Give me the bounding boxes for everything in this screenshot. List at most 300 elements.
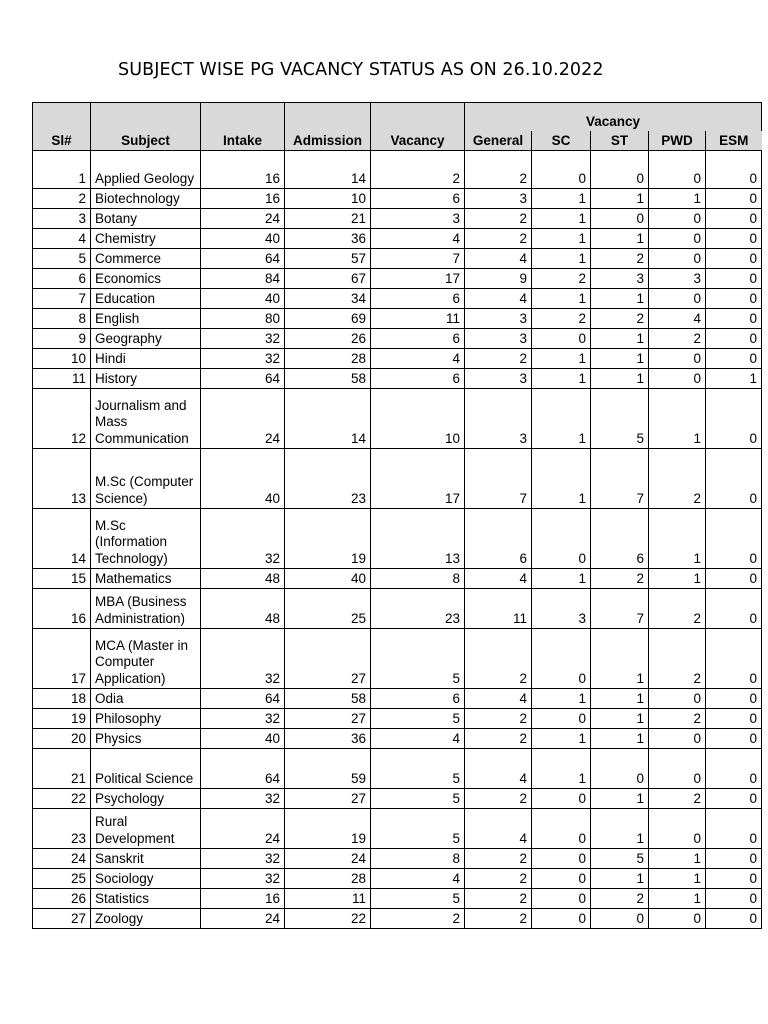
cell-esm: 0 — [706, 709, 762, 729]
cell-pwd: 0 — [649, 349, 706, 369]
cell-general: 2 — [465, 729, 532, 749]
cell-esm: 0 — [706, 889, 762, 909]
cell-pwd: 1 — [649, 389, 706, 449]
cell-esm: 0 — [706, 909, 762, 929]
cell-st: 0 — [591, 909, 649, 929]
cell-subject: Commerce — [91, 249, 201, 269]
cell-vacancy: 5 — [371, 809, 465, 849]
cell-st: 2 — [591, 889, 649, 909]
cell-esm: 0 — [706, 589, 762, 629]
cell-intake: 40 — [201, 229, 285, 249]
cell-sl: 25 — [33, 869, 91, 889]
cell-vacancy: 5 — [371, 709, 465, 729]
cell-subject: English — [91, 309, 201, 329]
cell-admission: 40 — [285, 569, 371, 589]
cell-vacancy: 4 — [371, 229, 465, 249]
table-row — [33, 249, 762, 269]
cell-st: 1 — [591, 869, 649, 889]
header-vacancy-group: Vacancy — [465, 103, 762, 132]
cell-vacancy: 13 — [371, 509, 465, 569]
cell-intake: 40 — [201, 729, 285, 749]
cell-st: 0 — [591, 749, 649, 789]
cell-intake: 32 — [201, 849, 285, 869]
cell-general: 4 — [465, 569, 532, 589]
table-row — [33, 309, 762, 329]
cell-esm: 0 — [706, 269, 762, 289]
table-row — [33, 349, 762, 369]
table-row — [33, 809, 762, 849]
cell-vacancy: 6 — [371, 189, 465, 209]
cell-pwd: 1 — [649, 509, 706, 569]
cell-sl: 26 — [33, 889, 91, 909]
cell-sl: 20 — [33, 729, 91, 749]
cell-esm: 0 — [706, 329, 762, 349]
table-row — [33, 449, 762, 509]
cell-intake: 64 — [201, 249, 285, 269]
cell-subject: Physics — [91, 729, 201, 749]
cell-st: 2 — [591, 249, 649, 269]
cell-admission: 21 — [285, 209, 371, 229]
cell-pwd: 0 — [649, 749, 706, 789]
table-row — [33, 389, 762, 449]
cell-sl: 4 — [33, 229, 91, 249]
cell-pwd: 0 — [649, 369, 706, 389]
header-intake: Intake — [201, 103, 285, 151]
cell-pwd: 0 — [649, 809, 706, 849]
cell-sc: 1 — [532, 449, 591, 509]
cell-st: 6 — [591, 509, 649, 569]
cell-st: 1 — [591, 629, 649, 689]
cell-intake: 64 — [201, 749, 285, 789]
cell-subject: MBA (Business Administration) — [91, 589, 201, 629]
cell-subject: Botany — [91, 209, 201, 229]
cell-subject: Sociology — [91, 869, 201, 889]
cell-vacancy: 6 — [371, 329, 465, 349]
cell-general: 2 — [465, 709, 532, 729]
cell-sc: 0 — [532, 509, 591, 569]
cell-general: 2 — [465, 789, 532, 809]
cell-general: 11 — [465, 589, 532, 629]
cell-admission: 19 — [285, 809, 371, 849]
cell-esm: 0 — [706, 729, 762, 749]
cell-general: 2 — [465, 909, 532, 929]
cell-esm: 0 — [706, 349, 762, 369]
cell-admission: 14 — [285, 151, 371, 189]
cell-subject: History — [91, 369, 201, 389]
cell-sc: 1 — [532, 249, 591, 269]
cell-esm: 0 — [706, 569, 762, 589]
page-title: SUBJECT WISE PG VACANCY STATUS AS ON 26.10.2022 — [118, 60, 604, 80]
cell-pwd: 2 — [649, 449, 706, 509]
cell-st: 1 — [591, 229, 649, 249]
cell-sl: 22 — [33, 789, 91, 809]
cell-admission: 27 — [285, 709, 371, 729]
cell-admission: 24 — [285, 849, 371, 869]
table-row — [33, 629, 762, 689]
cell-sc: 0 — [532, 789, 591, 809]
cell-admission: 59 — [285, 749, 371, 789]
cell-vacancy: 7 — [371, 249, 465, 269]
cell-vacancy: 5 — [371, 789, 465, 809]
cell-subject: M.Sc (Information Technology) — [91, 509, 201, 569]
cell-subject: Applied Geology — [91, 151, 201, 189]
cell-general: 3 — [465, 389, 532, 449]
cell-st: 2 — [591, 309, 649, 329]
cell-general: 2 — [465, 349, 532, 369]
cell-vacancy: 3 — [371, 209, 465, 229]
cell-esm: 0 — [706, 309, 762, 329]
table-row — [33, 909, 762, 929]
cell-sc: 0 — [532, 889, 591, 909]
cell-vacancy: 4 — [371, 869, 465, 889]
cell-subject: Psychology — [91, 789, 201, 809]
cell-admission: 14 — [285, 389, 371, 449]
cell-intake: 84 — [201, 269, 285, 289]
cell-vacancy: 5 — [371, 749, 465, 789]
cell-st: 3 — [591, 269, 649, 289]
cell-general: 2 — [465, 849, 532, 869]
header-esm: ESM — [706, 131, 762, 151]
cell-sc: 0 — [532, 869, 591, 889]
cell-intake: 32 — [201, 789, 285, 809]
cell-intake: 32 — [201, 869, 285, 889]
cell-subject: Education — [91, 289, 201, 309]
cell-st: 1 — [591, 809, 649, 849]
cell-sc: 1 — [532, 369, 591, 389]
cell-intake: 32 — [201, 349, 285, 369]
cell-sc: 1 — [532, 289, 591, 309]
cell-intake: 24 — [201, 909, 285, 929]
cell-sl: 2 — [33, 189, 91, 209]
table-row — [33, 689, 762, 709]
cell-pwd: 0 — [649, 151, 706, 189]
cell-general: 3 — [465, 329, 532, 349]
cell-st: 1 — [591, 689, 649, 709]
cell-esm: 0 — [706, 869, 762, 889]
cell-esm: 0 — [706, 629, 762, 689]
cell-sl: 17 — [33, 629, 91, 689]
cell-pwd: 0 — [649, 689, 706, 709]
cell-sl: 27 — [33, 909, 91, 929]
cell-esm: 0 — [706, 749, 762, 789]
cell-general: 4 — [465, 749, 532, 789]
cell-sc: 1 — [532, 349, 591, 369]
cell-pwd: 4 — [649, 309, 706, 329]
cell-admission: 57 — [285, 249, 371, 269]
cell-sc: 0 — [532, 809, 591, 849]
cell-general: 4 — [465, 689, 532, 709]
cell-intake: 40 — [201, 289, 285, 309]
cell-pwd: 2 — [649, 329, 706, 349]
cell-st: 0 — [591, 209, 649, 229]
cell-sl: 5 — [33, 249, 91, 269]
table-row — [33, 569, 762, 589]
cell-pwd: 1 — [649, 569, 706, 589]
cell-intake: 32 — [201, 629, 285, 689]
cell-sl: 15 — [33, 569, 91, 589]
cell-admission: 58 — [285, 689, 371, 709]
cell-vacancy: 6 — [371, 289, 465, 309]
cell-sl: 16 — [33, 589, 91, 629]
cell-general: 2 — [465, 869, 532, 889]
header-general: General — [465, 131, 532, 151]
cell-intake: 40 — [201, 449, 285, 509]
cell-st: 1 — [591, 709, 649, 729]
table-row — [33, 749, 762, 789]
table-row — [33, 229, 762, 249]
cell-esm: 0 — [706, 151, 762, 189]
cell-pwd: 0 — [649, 729, 706, 749]
table-row — [33, 289, 762, 309]
cell-admission: 25 — [285, 589, 371, 629]
cell-admission: 34 — [285, 289, 371, 309]
cell-sl: 7 — [33, 289, 91, 309]
cell-subject: Odia — [91, 689, 201, 709]
cell-vacancy: 5 — [371, 629, 465, 689]
cell-vacancy: 17 — [371, 269, 465, 289]
cell-subject: Zoology — [91, 909, 201, 929]
cell-admission: 10 — [285, 189, 371, 209]
cell-subject: MCA (Master in Computer Application) — [91, 629, 201, 689]
cell-admission: 19 — [285, 509, 371, 569]
cell-sc: 2 — [532, 309, 591, 329]
cell-intake: 24 — [201, 389, 285, 449]
table-row — [33, 589, 762, 629]
cell-esm: 0 — [706, 189, 762, 209]
cell-sc: 1 — [532, 689, 591, 709]
cell-pwd: 1 — [649, 189, 706, 209]
header-sl: Sl# — [33, 103, 91, 151]
table-row — [33, 729, 762, 749]
cell-admission: 58 — [285, 369, 371, 389]
cell-intake: 48 — [201, 569, 285, 589]
cell-subject: Political Science — [91, 749, 201, 789]
cell-sc: 1 — [532, 749, 591, 789]
cell-general: 7 — [465, 449, 532, 509]
cell-st: 1 — [591, 289, 649, 309]
cell-st: 1 — [591, 369, 649, 389]
cell-pwd: 0 — [649, 249, 706, 269]
cell-subject: Economics — [91, 269, 201, 289]
cell-sl: 13 — [33, 449, 91, 509]
cell-subject: Rural Development — [91, 809, 201, 849]
table-row — [33, 329, 762, 349]
cell-sl: 8 — [33, 309, 91, 329]
cell-st: 1 — [591, 189, 649, 209]
cell-intake: 24 — [201, 809, 285, 849]
cell-subject: Geography — [91, 329, 201, 349]
cell-pwd: 3 — [649, 269, 706, 289]
cell-vacancy: 5 — [371, 889, 465, 909]
cell-subject: Biotechnology — [91, 189, 201, 209]
cell-admission: 22 — [285, 909, 371, 929]
cell-sc: 0 — [532, 629, 591, 689]
cell-sc: 1 — [532, 569, 591, 589]
cell-st: 2 — [591, 569, 649, 589]
cell-vacancy: 6 — [371, 369, 465, 389]
cell-sc: 1 — [532, 189, 591, 209]
header-st: ST — [591, 131, 649, 151]
cell-sc: 0 — [532, 709, 591, 729]
cell-subject: Sanskrit — [91, 849, 201, 869]
cell-admission: 36 — [285, 229, 371, 249]
table-row — [33, 151, 762, 189]
table-row — [33, 369, 762, 389]
cell-admission: 69 — [285, 309, 371, 329]
cell-intake: 16 — [201, 189, 285, 209]
table-row — [33, 209, 762, 229]
cell-st: 7 — [591, 449, 649, 509]
cell-sl: 6 — [33, 269, 91, 289]
table-body — [33, 151, 762, 929]
cell-sl: 21 — [33, 749, 91, 789]
vacancy-table — [32, 102, 762, 929]
cell-vacancy: 8 — [371, 849, 465, 869]
cell-admission: 26 — [285, 329, 371, 349]
cell-general: 4 — [465, 809, 532, 849]
header-pwd: PWD — [649, 131, 706, 151]
cell-vacancy: 11 — [371, 309, 465, 329]
cell-intake: 32 — [201, 329, 285, 349]
cell-esm: 0 — [706, 249, 762, 269]
cell-vacancy: 2 — [371, 909, 465, 929]
cell-intake: 32 — [201, 509, 285, 569]
cell-admission: 67 — [285, 269, 371, 289]
cell-sc: 2 — [532, 269, 591, 289]
cell-pwd: 2 — [649, 709, 706, 729]
cell-admission: 28 — [285, 869, 371, 889]
cell-sl: 19 — [33, 709, 91, 729]
cell-esm: 0 — [706, 509, 762, 569]
cell-pwd: 1 — [649, 849, 706, 869]
cell-pwd: 1 — [649, 889, 706, 909]
cell-general: 2 — [465, 209, 532, 229]
cell-esm: 0 — [706, 289, 762, 309]
cell-sl: 10 — [33, 349, 91, 369]
cell-subject: Philosophy — [91, 709, 201, 729]
cell-esm: 0 — [706, 209, 762, 229]
cell-admission: 28 — [285, 349, 371, 369]
cell-general: 4 — [465, 249, 532, 269]
cell-sl: 14 — [33, 509, 91, 569]
cell-subject: Journalism and Mass Communication — [91, 389, 201, 449]
cell-st: 1 — [591, 789, 649, 809]
cell-subject: M.Sc (Computer Science) — [91, 449, 201, 509]
header-sc: SC — [532, 131, 591, 151]
cell-intake: 80 — [201, 309, 285, 329]
table-row — [33, 189, 762, 209]
cell-general: 2 — [465, 629, 532, 689]
cell-vacancy: 4 — [371, 349, 465, 369]
cell-sc: 0 — [532, 151, 591, 189]
cell-pwd: 0 — [649, 909, 706, 929]
cell-admission: 36 — [285, 729, 371, 749]
cell-sl: 11 — [33, 369, 91, 389]
table-row — [33, 889, 762, 909]
cell-sl: 3 — [33, 209, 91, 229]
cell-esm: 0 — [706, 689, 762, 709]
cell-subject: Statistics — [91, 889, 201, 909]
cell-sc: 1 — [532, 209, 591, 229]
cell-general: 2 — [465, 151, 532, 189]
cell-pwd: 2 — [649, 789, 706, 809]
cell-admission: 27 — [285, 789, 371, 809]
cell-esm: 0 — [706, 789, 762, 809]
cell-vacancy: 10 — [371, 389, 465, 449]
cell-intake: 16 — [201, 889, 285, 909]
cell-st: 1 — [591, 349, 649, 369]
cell-st: 5 — [591, 389, 649, 449]
cell-intake: 24 — [201, 209, 285, 229]
cell-sc: 0 — [532, 849, 591, 869]
table-row — [33, 789, 762, 809]
cell-general: 9 — [465, 269, 532, 289]
cell-admission: 27 — [285, 629, 371, 689]
table-header — [33, 103, 762, 151]
table-row — [33, 509, 762, 569]
cell-general: 2 — [465, 889, 532, 909]
cell-st: 0 — [591, 151, 649, 189]
cell-sl: 23 — [33, 809, 91, 849]
cell-pwd: 0 — [649, 289, 706, 309]
cell-sc: 0 — [532, 329, 591, 349]
cell-esm: 0 — [706, 389, 762, 449]
cell-vacancy: 2 — [371, 151, 465, 189]
cell-general: 3 — [465, 189, 532, 209]
cell-sc: 1 — [532, 389, 591, 449]
cell-general: 3 — [465, 309, 532, 329]
cell-vacancy: 17 — [371, 449, 465, 509]
header-admission: Admission — [285, 103, 371, 151]
table-row — [33, 849, 762, 869]
cell-st: 5 — [591, 849, 649, 869]
cell-intake: 48 — [201, 589, 285, 629]
cell-general: 2 — [465, 229, 532, 249]
cell-subject: Chemistry — [91, 229, 201, 249]
cell-st: 1 — [591, 729, 649, 749]
cell-pwd: 0 — [649, 229, 706, 249]
cell-sl: 9 — [33, 329, 91, 349]
cell-st: 1 — [591, 329, 649, 349]
cell-pwd: 0 — [649, 209, 706, 229]
cell-sl: 18 — [33, 689, 91, 709]
cell-sl: 1 — [33, 151, 91, 189]
cell-intake: 64 — [201, 369, 285, 389]
cell-pwd: 2 — [649, 629, 706, 689]
cell-vacancy: 23 — [371, 589, 465, 629]
cell-sl: 12 — [33, 389, 91, 449]
header-subject: Subject — [91, 103, 201, 151]
table-row — [33, 269, 762, 289]
cell-intake: 16 — [201, 151, 285, 189]
cell-intake: 32 — [201, 709, 285, 729]
cell-general: 6 — [465, 509, 532, 569]
cell-esm: 0 — [706, 229, 762, 249]
cell-intake: 64 — [201, 689, 285, 709]
cell-vacancy: 6 — [371, 689, 465, 709]
cell-esm: 0 — [706, 449, 762, 509]
table-row — [33, 709, 762, 729]
cell-st: 7 — [591, 589, 649, 629]
cell-vacancy: 8 — [371, 569, 465, 589]
cell-sc: 0 — [532, 909, 591, 929]
cell-esm: 1 — [706, 369, 762, 389]
cell-sl: 24 — [33, 849, 91, 869]
cell-admission: 23 — [285, 449, 371, 509]
cell-sc: 1 — [532, 729, 591, 749]
cell-esm: 0 — [706, 809, 762, 849]
cell-subject: Hindi — [91, 349, 201, 369]
